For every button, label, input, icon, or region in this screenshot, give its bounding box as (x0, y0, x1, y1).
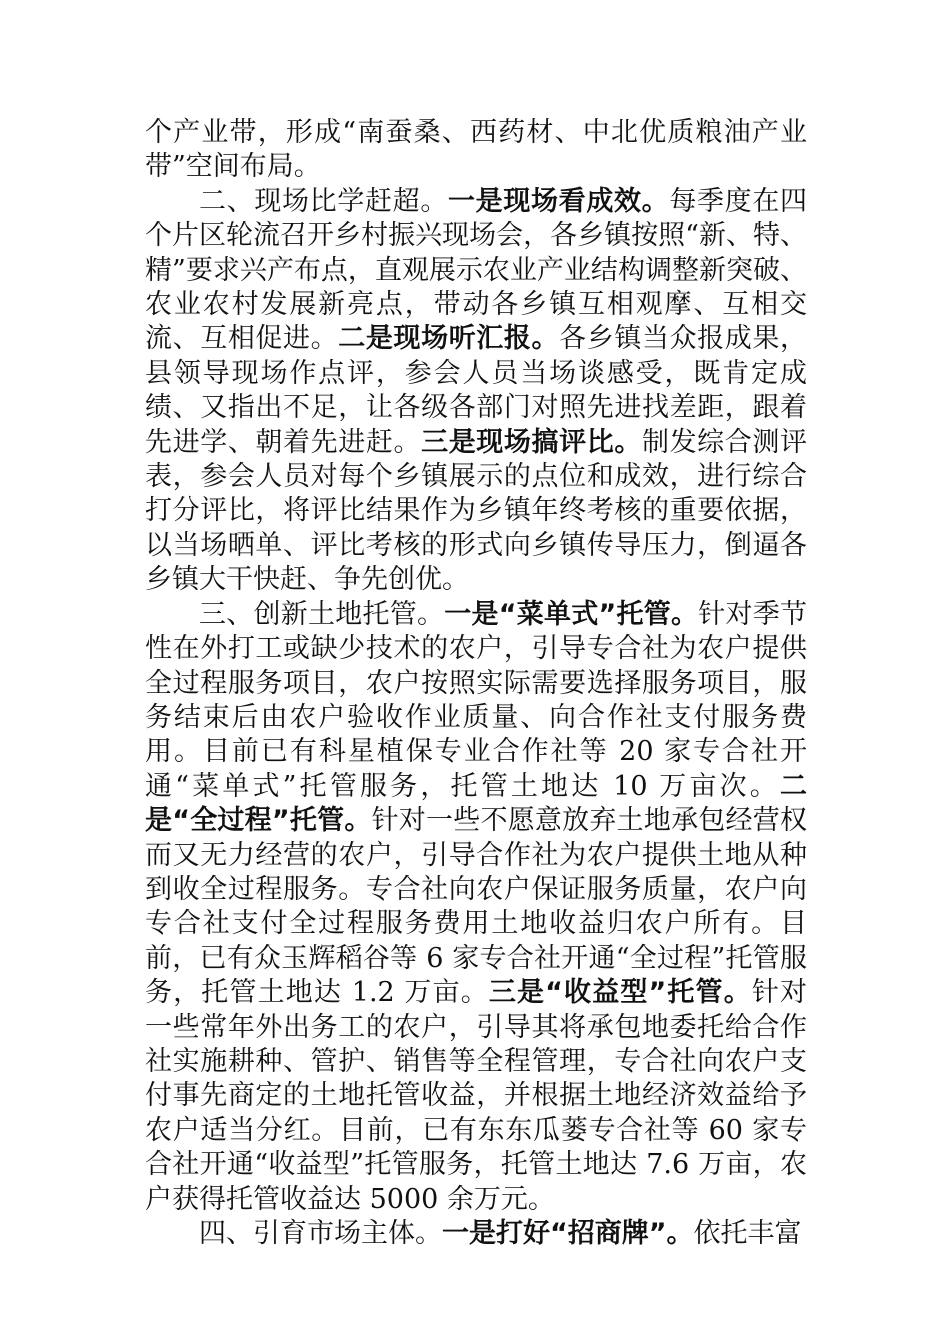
bold-subheading: 二是现场听汇报。 (338, 323, 560, 355)
paragraph-1 (145, 116, 807, 185)
bold-subheading: 二是“全过程”托管。 (145, 770, 807, 837)
text-run: 制发综合测评表，参会人员对每个乡镇展示的点位和成效，进行综合打分评比，将评比结果作为乡镇年终考核的重要依据，以当场晒单、评比考核的形式向乡镇传导压力，倒逼各乡镇大干快赶、争先创优。 (145, 426, 808, 596)
paragraph-3 (145, 598, 807, 1217)
section-heading: 三、创新土地托管。 (199, 598, 445, 630)
text-run: 依托丰富 (693, 1218, 802, 1249)
bold-subheading: 一是现场看成效。 (448, 185, 670, 217)
text-run: 个产业带，形成“南蚕桑、西药材、中北优质粮油产业带”空间布局。 (145, 117, 807, 183)
document-body (145, 116, 807, 1251)
paragraph-2 (145, 185, 807, 598)
text-run: 针对一些不愿意放弃土地承包经营权而又无力经营的农户，引导合作社为农户提供土地从种到收全过程服务。专合社向农户保证服务质量，农户向专合社支付全过程服务费用土地收益归农户所有。目前，已有众玉辉稻谷等 6 家专合社开通“全过程”托管服务，托管土地达 1.2 万亩。 (145, 805, 807, 1009)
section-heading: 四、引育市场主体。 (199, 1218, 442, 1249)
text-run: 针对季节性在外打工或缺少技术的农户，引导专合社为农户提供全过程服务项目，农户按照实际需要选择服务项目，服务结束后由农户验收作业质量、向合作社支付服务费用。目前已有科星植保专业合作社等 20 家专合社开通“菜单式”托管服务，托管土地达 10 万亩次。 (145, 598, 807, 802)
bold-subheading: 一是“菜单式”托管。 (444, 598, 699, 630)
text-run: 各乡镇当众报成果，县领导现场作点评，参会人员当场谈感受，既肯定成绩、又指出不足，让各级各部门对照先进找差距，跟着先进学、朝着先进赶。 (145, 323, 808, 458)
paragraph-4 (145, 1217, 807, 1251)
bold-subheading: 三是现场搞评比。 (421, 426, 642, 458)
section-heading: 二、现场比学赶超。 (199, 185, 448, 217)
text-run: 针对一些常年外出务工的农户，引导其将承包地委托给合作社实施耕种、管护、销售等全程管理，专合社向农户支付事先商定的土地托管收益，并根据土地经济效益给予农户适当分红。目前，已有东东瓜蒌专合社等 60 家专合社开通“收益型”托管服务，托管土地达 7.6 万亩，农户获得托管收益达 5000 余万元。 (145, 977, 807, 1215)
bold-subheading: 三是“收益型”托管。 (488, 977, 752, 1009)
text-run: 每季度在四个片区轮流召开乡村振兴现场会，各乡镇按照“新、特、精”要求兴产布点，直观展示农业产业结构调整新突破、农业农村发展新亮点，带动各乡镇互相观摩、互相交流、互相促进。 (145, 185, 808, 355)
bold-subheading: 一是打好“招商牌”。 (442, 1218, 694, 1249)
